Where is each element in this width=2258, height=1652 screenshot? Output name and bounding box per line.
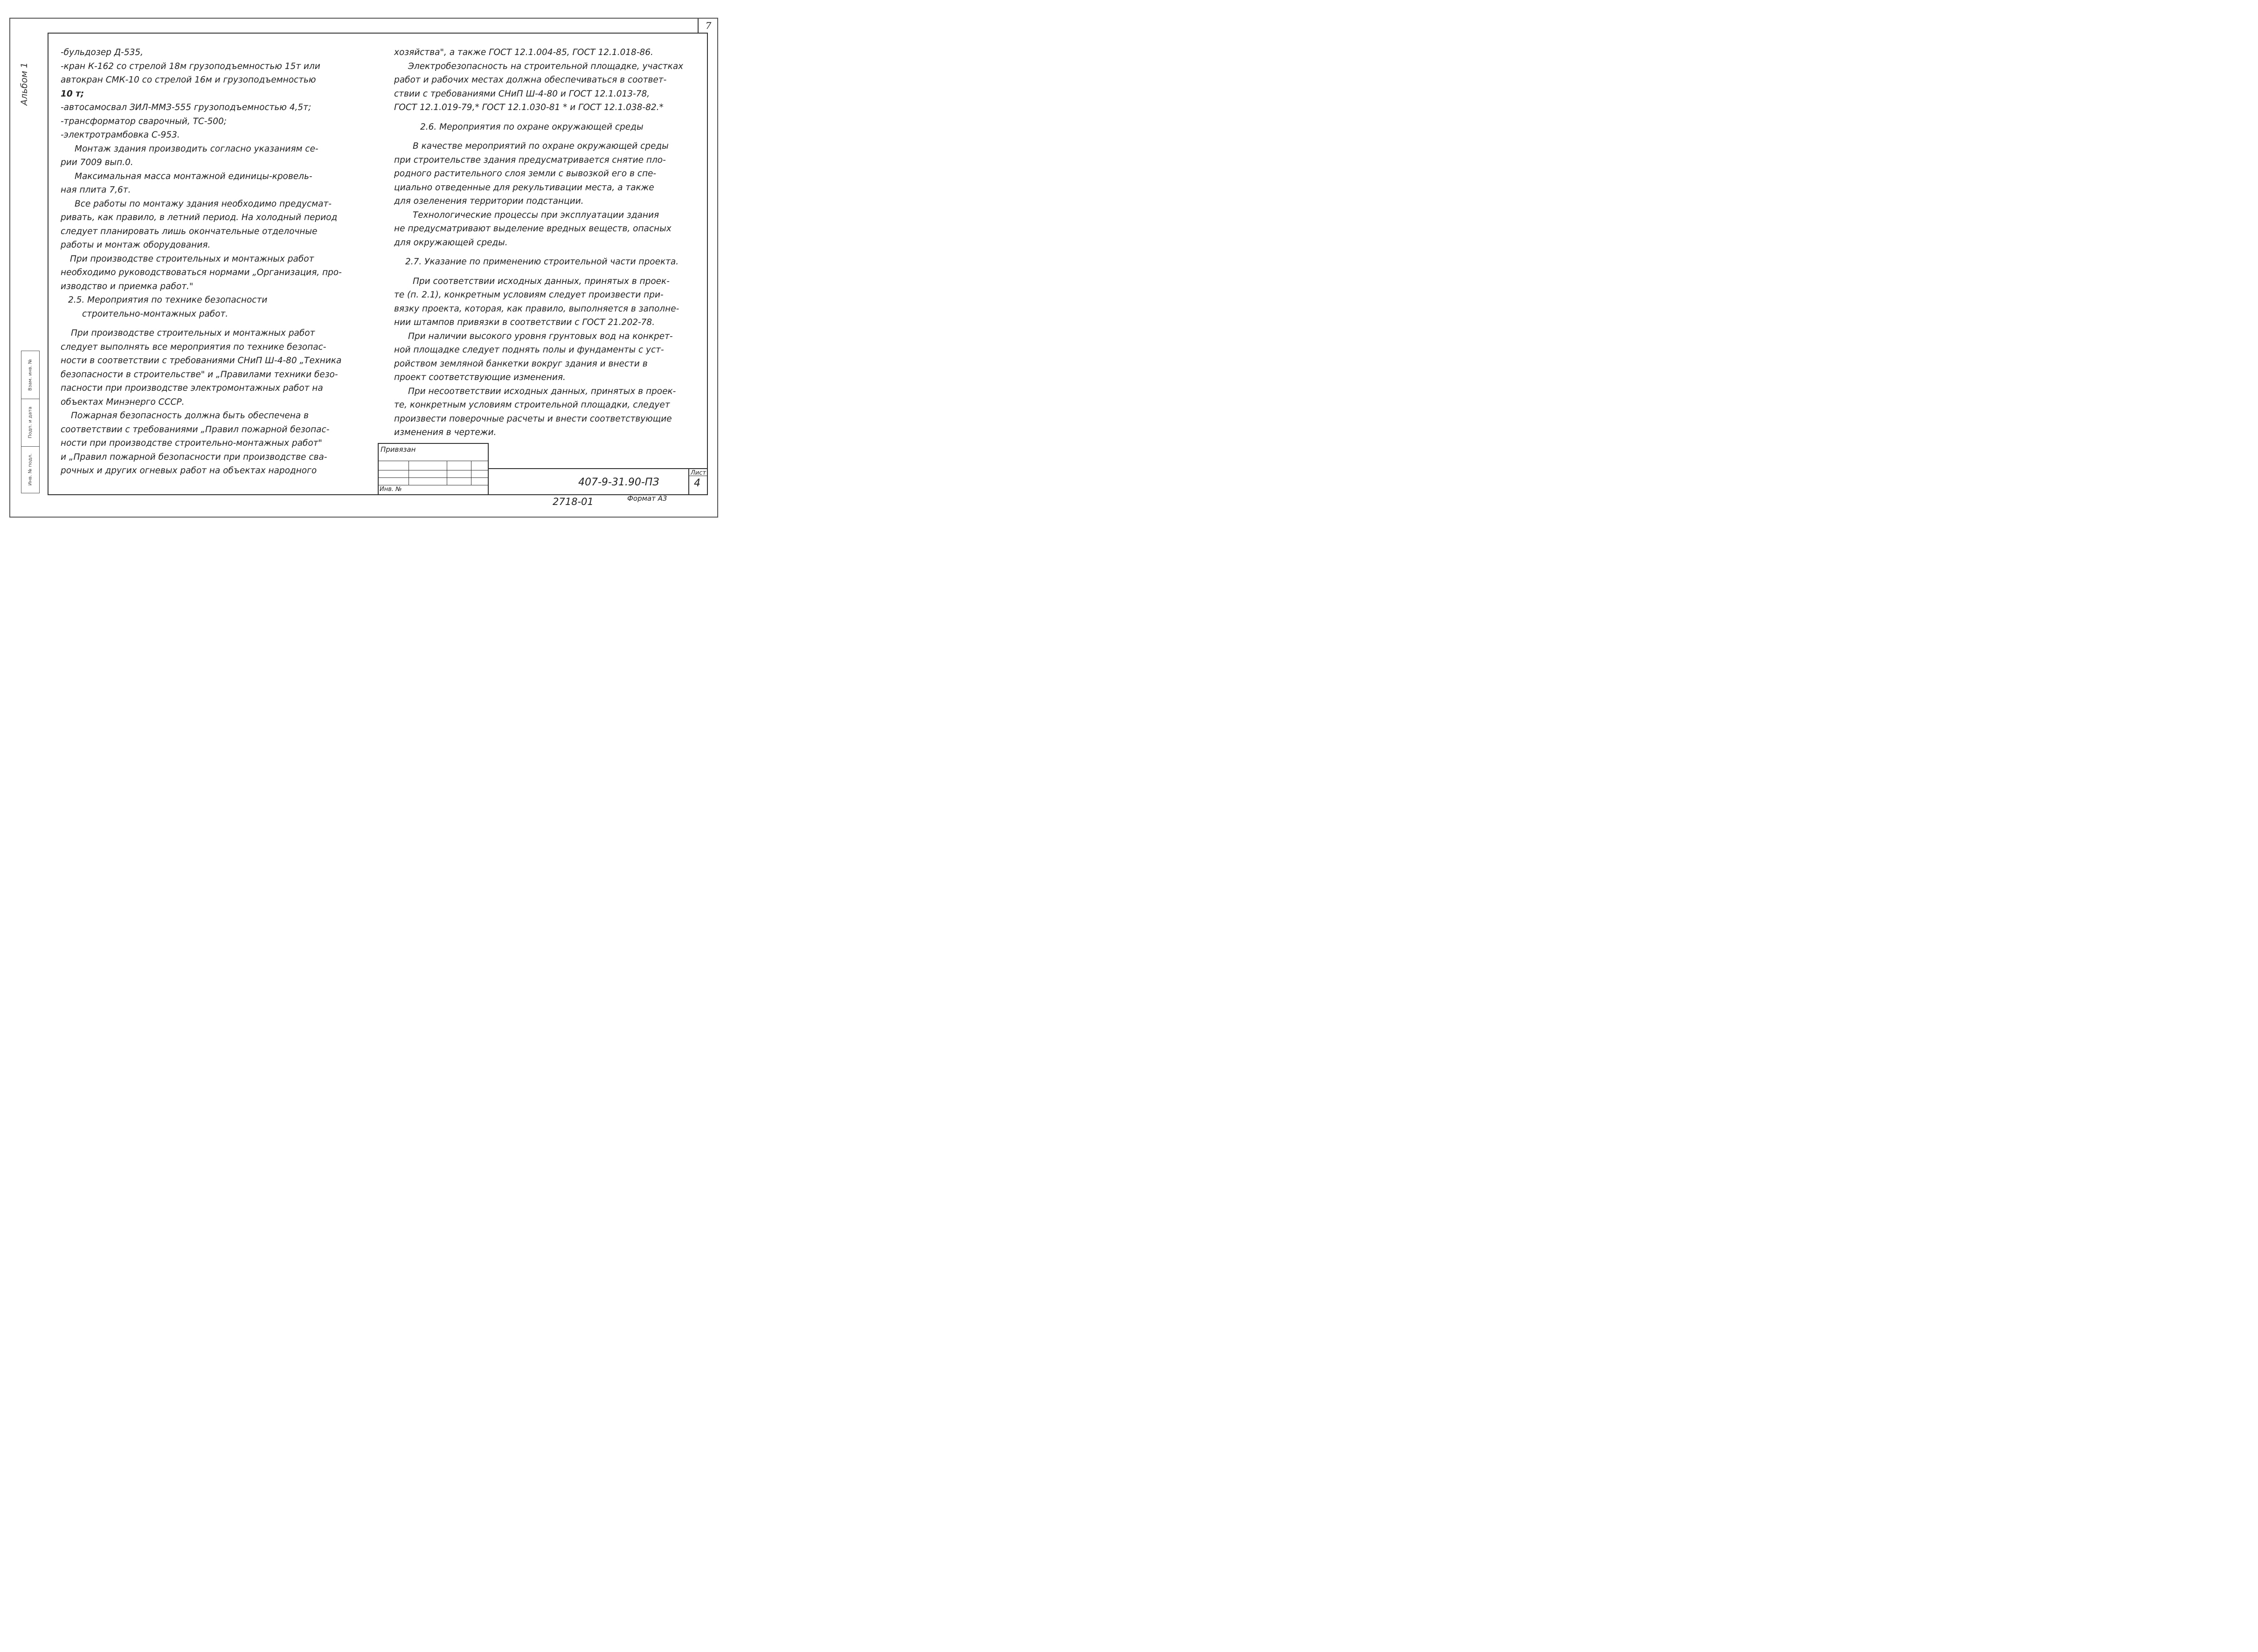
right-text-column <box>394 46 683 440</box>
text-line: ная плита 7,6т. <box>61 185 131 195</box>
text-line: объектах Минэнерго СССР. <box>61 397 185 407</box>
margin-stamp <box>21 351 40 493</box>
text-line: циально отведенные для рекультивации места, а также <box>394 182 654 193</box>
stamp-cell <box>21 351 39 399</box>
text-line: изводство и приемка работ." <box>61 281 194 291</box>
document-code: 407-9-31.90-ПЗ <box>578 477 659 488</box>
text-line: В качестве мероприятий по охране окружающей среды <box>413 141 669 151</box>
spacer <box>394 134 683 139</box>
text-line: пасности при производстве электромонтажных работ на <box>61 383 323 393</box>
text-line: При наличии высокого уровня грунтовых вод на конкрет- <box>408 331 673 341</box>
spacer <box>394 115 683 120</box>
text-line: При несоответствии исходных данных, принятых в проек- <box>408 386 676 396</box>
text-line: работ и рабочих местах должна обеспечиваться в соответ- <box>394 75 667 85</box>
text-line: при строительстве здания предусматривается снятие пло- <box>394 155 666 165</box>
text-line: При производстве строительных и монтажных работ <box>70 254 314 264</box>
text-line: При производстве строительных и монтажных работ <box>71 328 315 338</box>
text-line: произвести поверочные расчеты и внести соответствующие <box>394 414 672 424</box>
sheet-number: 7 <box>698 19 718 33</box>
text-line: родного растительного слоя земли с вывозкой его в спе- <box>394 169 657 179</box>
text-line: ной площадке следует поднять полы и фундаменты с уст- <box>394 345 664 355</box>
spacer <box>394 249 683 255</box>
text-line: 10 т; <box>61 89 84 99</box>
text-line: для озеленения территории подстанции. <box>394 196 584 206</box>
section-heading: 2.6. Мероприятия по охране окружающей среды <box>420 122 644 132</box>
text-line: следует планировать лишь окончательные отделочные <box>61 226 318 236</box>
text-line: -автосамосвал ЗИЛ-ММЗ-555 грузоподъемностью 4,5т; <box>61 103 312 112</box>
text-line: Технологические процессы при эксплуатации здания <box>413 210 659 220</box>
text-line: и „Правил пожарной безопасности при производстве сва- <box>61 452 327 462</box>
left-rule <box>9 18 10 518</box>
text-line: ройством земляной банкетки вокруг здания и внести в <box>394 359 648 369</box>
text-line: изменения в чертежи. <box>394 428 497 437</box>
spacer <box>394 269 683 275</box>
text-line: нии штампов привязки в соответствии с ГОСТ 21.202-78. <box>394 318 655 327</box>
text-line: те, конкретным условиям строительной площадки, следует <box>394 400 670 410</box>
text-line: ривать, как правило, в летний период. На холодный период <box>61 213 338 222</box>
text-line: -электротрамбовка С-953. <box>61 130 180 140</box>
text-line: рочных и других огневых работ на объектах народного <box>61 466 317 476</box>
stamp-cell <box>21 446 39 493</box>
format-label: Формат А3 <box>627 494 667 503</box>
section-heading: строительно-монтажных работ. <box>82 309 229 319</box>
tb-border <box>688 468 689 494</box>
tb-border <box>378 443 489 444</box>
text-line: Монтаж здания производить согласно указаниям се- <box>75 144 319 154</box>
text-line: не предусматривают выделение вредных веществ, опасных <box>394 224 672 234</box>
text-line: безопасности в строительстве" и „Правилами техники безо- <box>61 369 338 380</box>
bottom-rule <box>9 517 718 518</box>
stamp-cell <box>21 399 39 447</box>
text-line: хозяйства", а также ГОСТ 12.1.004-85, ГОСТ 12.1.018-86. <box>394 48 653 57</box>
text-line: ствии с требованиями СНиП Ш-4-80 и ГОСТ 12.1.013-78, <box>394 89 650 99</box>
right-rule <box>717 18 718 518</box>
spacer <box>61 321 342 326</box>
text-line: ности при производстве строительно-монтажных работ" <box>61 438 322 448</box>
text-line: Пожарная безопасность должна быть обеспечена в <box>71 411 309 421</box>
archive-number: 2718-01 <box>553 496 594 507</box>
text-line: При соответствии исходных данных, принятых в проек- <box>413 276 670 286</box>
text-line: необходимо руководствоваться нормами „Организация, про- <box>61 268 342 277</box>
text-line: проект соответствующие изменения. <box>394 373 566 382</box>
text-line: работы и монтаж оборудования. <box>61 240 211 250</box>
tb-border <box>378 443 379 494</box>
sheet-page-number: 4 <box>694 477 700 489</box>
text-line: Электробезопасность на строительной площадке, участках <box>408 61 684 71</box>
top-rule <box>9 18 718 19</box>
text-line: -кран К-162 со стрелой 18м грузоподъемностью 15т или <box>61 61 320 71</box>
text-line: следует выполнять все мероприятия по технике безопас- <box>61 342 326 352</box>
text-line: те (п. 2.1), конкретным условиям следует произвести при- <box>394 290 664 300</box>
left-text-column <box>61 46 342 478</box>
stamp-label: Инв. № подл. <box>28 453 33 486</box>
stamp-label: Подп. и дата <box>28 406 33 439</box>
text-line: ности в соответствии с требованиями СНиП Ш-4-80 „Техника <box>61 356 342 366</box>
section-heading: 2.5. Мероприятия по технике безопасности <box>68 295 268 305</box>
text-line: Максимальная масса монтажной единицы-кровель- <box>75 171 312 181</box>
inv-label: Инв. № <box>380 486 402 493</box>
text-line: соответствии с требованиями „Правил пожарной безопас- <box>61 424 330 435</box>
tb-border <box>489 468 708 469</box>
text-line: автокран СМК-10 со стрелой 16м и грузоподъемностью <box>61 75 316 85</box>
text-line: -бульдозер Д-535, <box>61 48 144 57</box>
section-heading: 2.7. Указание по применению строительной части проекта. <box>405 257 679 267</box>
tb-border <box>378 477 489 478</box>
text-line: ГОСТ 12.1.019-79,* ГОСТ 12.1.030-81 * и ГОСТ 12.1.038-82.* <box>394 103 664 112</box>
privyazan-label: Привязан <box>381 445 416 454</box>
album-label: Альбом 1 <box>19 62 29 106</box>
sheet-label: Лист <box>691 470 706 477</box>
text-line: для окружающей среды. <box>394 237 508 248</box>
stamp-label: Взам. инв. № <box>28 359 33 391</box>
text-line: Все работы по монтажу здания необходимо предусмат- <box>75 199 332 209</box>
text-line: вязку проекта, которая, как правило, выполняется в заполне- <box>394 304 679 314</box>
text-line: -трансформатор сварочный, ТС-500; <box>61 116 227 126</box>
text-line: рии 7009 вып.0. <box>61 158 133 167</box>
